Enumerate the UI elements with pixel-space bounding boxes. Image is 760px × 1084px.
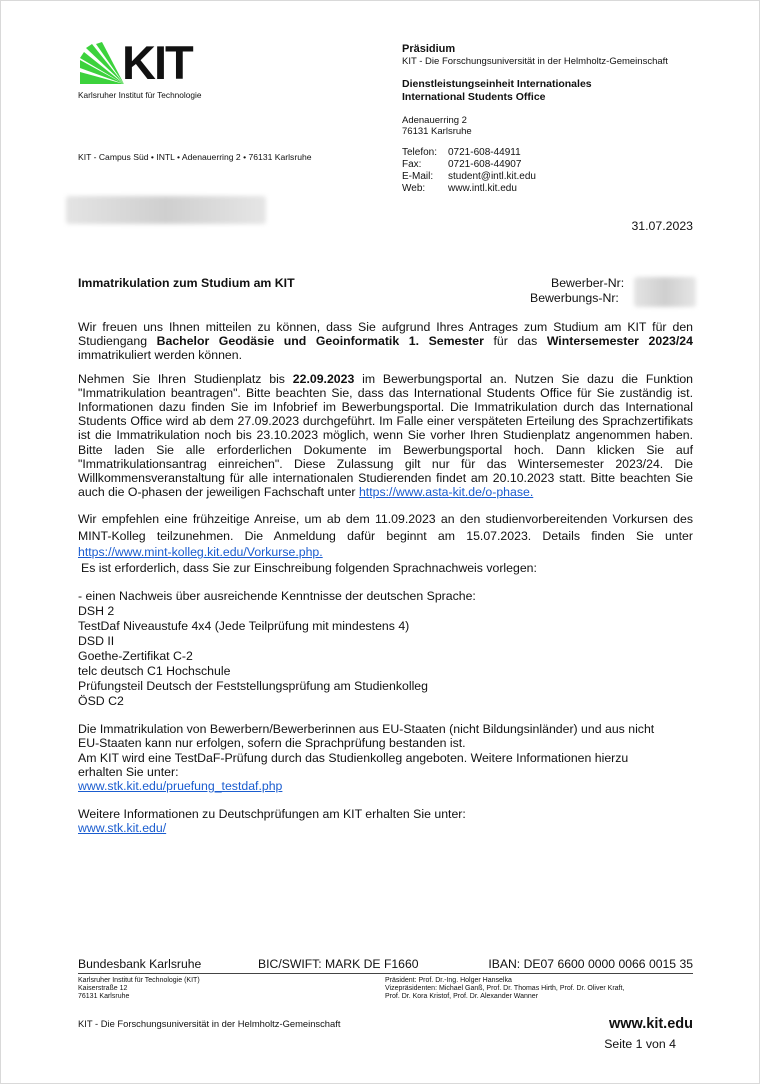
text: Wir empfehlen eine frühzeitige Anreise, um ab dem 11.09.2023 an den studienvorbereitenden Vorkursen des MINT-Kolleg teilzunehmen. Die Anmeldung dafür beginnt am 15.07.2023. Details finden Sie unter xyxy=(78,512,693,543)
list-item: DSH 2 xyxy=(78,604,115,619)
footer-line: Vizepräsidenten: Michael Ganß, Prof. Dr. Thomas Hirth, Prof. Dr. Oliver Kraft, xyxy=(385,985,625,992)
footer-line: 76131 Karlsruhe xyxy=(78,993,130,1000)
contact-value: 0721-608-44907 xyxy=(448,158,522,170)
footer-tagline: KIT - Die Forschungsuniversität in der Helmholtz-Gemeinschaft xyxy=(78,1018,341,1029)
letter-body xyxy=(78,320,693,836)
praesidium-sub: KIT - Die Forschungsuniversität in der Helmholtz-Gemeinschaft xyxy=(402,56,668,67)
text: für das xyxy=(483,334,547,349)
contact-label: Telefon: xyxy=(402,146,438,158)
redacted-reference xyxy=(634,277,696,307)
redacted-recipient xyxy=(66,196,266,224)
bewerbungs-nr-label: Bewerbungs-Nr: xyxy=(530,291,619,305)
deadline-date: 22.09.2023 xyxy=(292,371,355,386)
text-line: Die Immatrikulation von Bewerbern/Bewerberinnen aus EU-Staaten (nicht Bildungsinländer) und aus nicht xyxy=(78,722,655,737)
unit-line2: International Students Office xyxy=(402,90,546,103)
address-city: 76131 Karlsruhe xyxy=(402,126,472,137)
unit-line1: Dienstleistungseinheit Internationales xyxy=(402,77,592,90)
text: immatrikuliert werden können. xyxy=(78,348,243,363)
testdaf-link[interactable]: www.stk.kit.edu/pruefung_testdaf.php xyxy=(78,778,283,793)
letter-date: 31.07.2023 xyxy=(631,219,693,233)
praesidium-title: Präsidium xyxy=(402,43,456,55)
footer-line: Karlsruher Institut für Technologie (KIT) xyxy=(78,977,200,984)
text-line: Weitere Informationen zu Deutschprüfungen am KIT erhalten Sie unter: xyxy=(78,807,466,822)
bewerber-nr-label: Bewerber-Nr: xyxy=(551,276,625,290)
list-item: - einen Nachweis über ausreichende Kenntnisse der deutschen Sprache: xyxy=(78,589,476,604)
list-item: DSD II xyxy=(78,634,115,649)
header-block xyxy=(402,43,732,195)
footer-address xyxy=(78,977,200,1001)
list-item: ÖSD C2 xyxy=(78,694,124,709)
list-item: Prüfungsteil Deutsch der Feststellungsprüfung am Studienkolleg xyxy=(78,679,428,694)
language-intro: Es ist erforderlich, dass Sie zur Einschreibung folgenden Sprachnachweis vorlegen: xyxy=(81,560,537,575)
program-name: Bachelor Geodäsie und Geoinformatik 1. Semester xyxy=(156,334,484,349)
kit-wordmark: KIT xyxy=(122,36,192,89)
contact-value: 0721-608-44911 xyxy=(448,146,521,158)
semester-name: Wintersemester 2023/24 xyxy=(546,334,693,349)
footer-line: Kaiserstraße 12 xyxy=(78,985,128,992)
footer-line: Präsident: Prof. Dr.-Ing. Holger Hanselka xyxy=(385,977,512,984)
paragraph-enrollment xyxy=(78,372,693,500)
footer-line: Prof. Dr. Kora Kristof, Prof. Dr. Alexander Wanner xyxy=(385,993,539,1000)
text: im Bewerbungsportal an. Nutzen Sie dazu die Funktion "Immatrikulation beantragen". Bitte beachten Sie, dass das International Students Office für Sie zuständig ist. Informationen dazu finden Sie im Infobrief im Bewerbungsportal. Die Immatrikulation durch das International Students Office wird ab dem 27.09.2023 durchgeführt. Im Falle einer verspäteten Erteilung des Sprachzertifikats ist die Immatrikulation noch bis 23.10.2023 möglich, wenn Sie vorher Ihren Studienplatz angenommen haben. Bitte laden Sie alle erforderlichen Dokumente im Bewerbungsportal hoch. Dann klicken Sie auf "Immatrikulationsantrag einreichen". Diese Zulassung gilt nur für das Wintersemester 2023/24. Die Willkommensveranstaltung für alle internationalen Studierenden findet am 20.10.2023 statt. Bitte beachten Sie auch die O-phasen der jeweiligen Fachschaft unter xyxy=(78,371,694,500)
contact-label: Web: xyxy=(402,182,426,194)
contact-telefon xyxy=(402,147,732,159)
mint-kolleg-link[interactable]: https://www.mint-kolleg.kit.edu/Vorkurse.php. xyxy=(78,545,323,560)
bank-line xyxy=(78,957,693,973)
text-line: Am KIT wird eine TestDaF-Prüfung durch das Studienkolleg angeboten. Weitere Informationen hierzu xyxy=(78,750,629,765)
footer-presidency xyxy=(385,977,695,1001)
text-line: erhalten Sie unter: xyxy=(78,764,179,779)
stk-link[interactable]: www.stk.kit.edu/ xyxy=(78,821,167,836)
o-phase-link[interactable]: https://www.asta-kit.de/o-phase. xyxy=(358,485,534,500)
bank-bic: BIC/SWIFT: MARK DE F1660 xyxy=(258,957,419,971)
list-item: TestDaf Niveaustufe 4x4 (Jede Teilprüfung mit mindestens 4) xyxy=(78,619,410,634)
contact-value[interactable]: www.intl.kit.edu xyxy=(448,182,517,194)
subject-line: Immatrikulation zum Studium am KIT xyxy=(78,276,295,290)
contact-label: E-Mail: xyxy=(402,170,434,182)
paragraph-admission xyxy=(78,320,693,363)
text: Nehmen Sie Ihren Studienplatz bis xyxy=(78,371,293,386)
kit-logo xyxy=(78,36,208,102)
text-line: EU-Staaten kann nur erfolgen, sofern die Sprachprüfung bestanden ist. xyxy=(78,736,466,751)
contact-fax xyxy=(402,159,732,171)
text: Wir freuen uns Ihnen mitteilen zu können, dass Sie aufgrund Ihres Antrages zum Studium am KIT für den Studiengang xyxy=(78,320,693,349)
address-street: Adenauerring 2 xyxy=(402,114,467,126)
bank-name: Bundesbank Karlsruhe xyxy=(78,957,202,971)
kit-logo-rays-icon xyxy=(78,42,126,86)
page-number: Seite 1 von 4 xyxy=(604,1037,676,1051)
contact-email xyxy=(402,171,732,183)
footer-web[interactable]: www.kit.edu xyxy=(608,1016,693,1032)
contact-value[interactable]: student@intl.kit.edu xyxy=(448,170,536,182)
paragraph-language-requirement xyxy=(78,722,693,793)
paragraph-more-info xyxy=(78,807,693,835)
footer-divider xyxy=(78,973,693,974)
contact-web xyxy=(402,183,732,195)
list-item: Goethe-Zertifikat C-2 xyxy=(78,649,193,664)
list-item: telc deutsch C1 Hochschule xyxy=(78,664,231,679)
paragraph-mint-kolleg xyxy=(78,511,693,561)
sender-line: KIT - Campus Süd • INTL • Adenauerring 2 • 76131 Karlsruhe xyxy=(78,152,312,162)
contact-label: Fax: xyxy=(402,158,422,170)
kit-subtitle: Karlsruher Institut für Technologie xyxy=(78,90,202,100)
bank-iban: IBAN: DE07 6600 0000 0066 0015 35 xyxy=(488,957,693,971)
language-list xyxy=(78,589,693,709)
